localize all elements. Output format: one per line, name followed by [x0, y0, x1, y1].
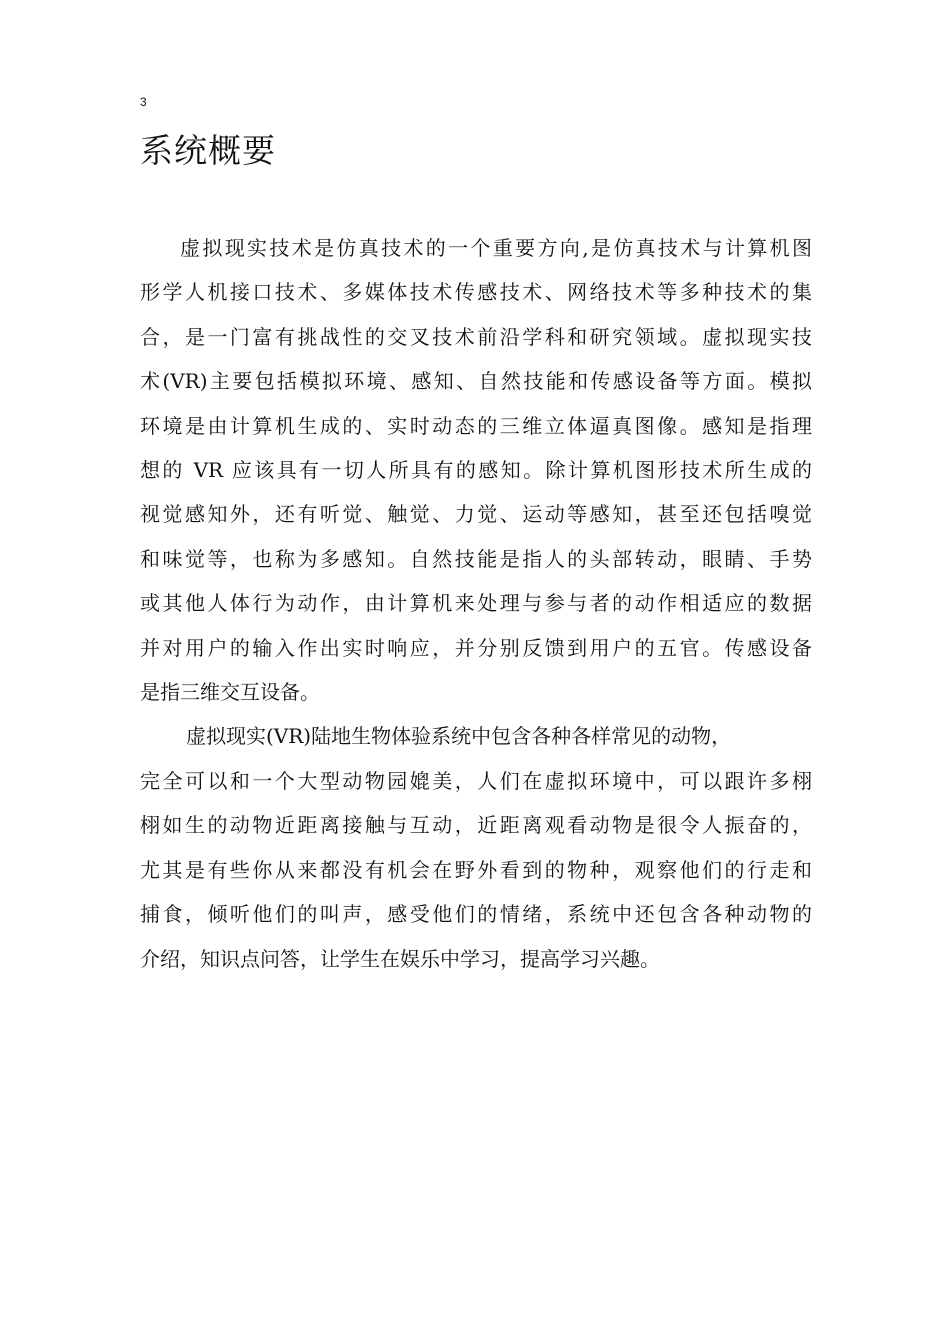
paragraph-1: [140, 226, 812, 714]
text-line: 是指三维交互设备。: [140, 680, 320, 705]
text-line: 并对用户的输入作出实时响应，并分别反馈到用户的五官。传感设备: [140, 635, 812, 660]
section-heading: 系统概要: [140, 131, 276, 170]
paragraph-2: [140, 714, 812, 980]
text-line: 和味觉等，也称为多感知。自然技能是指人的头部转动，眼睛、手势: [140, 546, 812, 571]
text-line: 栩如生的动物近距离接触与互动，近距离观看动物是很令人振奋的，: [140, 813, 812, 838]
text-line: 虚拟现实(VR)陆地生物体验系统中包含各种各样常见的动物，: [186, 724, 732, 749]
text-line: 想的 VR 应该具有一切人所具有的感知。除计算机图形技术所生成的: [140, 458, 812, 483]
text-line: 介绍，知识点问答，让学生在娱乐中学习，提高学习兴趣。: [140, 946, 660, 971]
text-line: 合，是一门富有挑战性的交叉技术前沿学科和研究领域。虚拟现实技: [140, 324, 812, 349]
text-line: 虚拟现实技术是仿真技术的一个重要方向,是仿真技术与计算机图: [180, 236, 812, 260]
text-line: 形学人机接口技术、多媒体技术传感技术、网络技术等多种技术的集: [140, 280, 812, 305]
text-line: 尤其是有些你从来都没有机会在野外看到的物种，观察他们的行走和: [140, 857, 812, 882]
page-number: 3: [140, 95, 147, 109]
text-line: 或其他人体行为动作，由计算机来处理与参与者的动作相适应的数据: [140, 591, 812, 616]
text-line: 捕食，倾听他们的叫声，感受他们的情绪，系统中还包含各种动物的: [140, 902, 812, 927]
text-line: 术(VR)主要包括模拟环境、感知、自然技能和传感设备等方面。模拟: [140, 369, 812, 394]
text-line: 视觉感知外，还有听觉、触觉、力觉、运动等感知，甚至还包括嗅觉: [140, 502, 812, 527]
text-line: 完全可以和一个大型动物园媲美，人们在虚拟环境中，可以跟许多栩: [140, 768, 812, 793]
body-text: [140, 226, 812, 981]
text-line: 环境是由计算机生成的、实时动态的三维立体逼真图像。感知是指理: [140, 413, 812, 438]
